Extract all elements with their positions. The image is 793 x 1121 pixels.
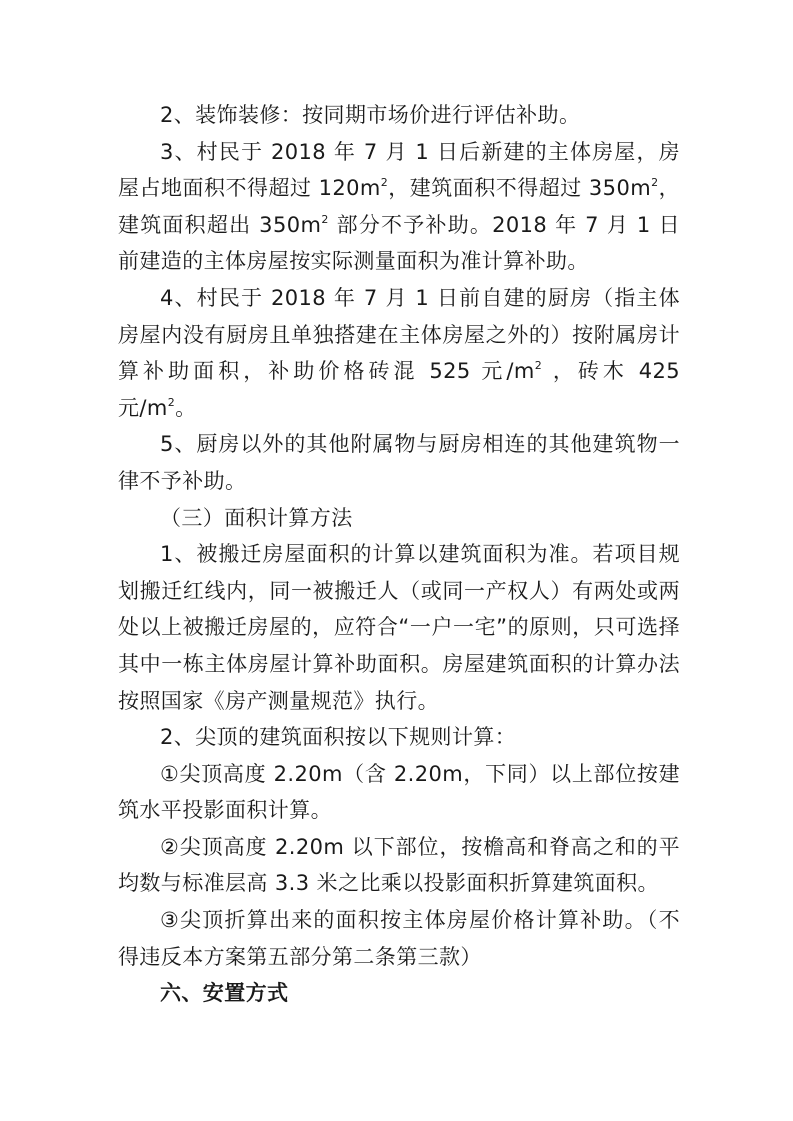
document-body: [118, 97, 680, 1012]
paragraph-kitchen-subsidy: 4、村民于 2018 年 7 月 1 日前自建的厨房（指主体房屋内没有厨房且单独搭建在主体房屋之外的）按附属房计算补助面积，补助价格砖混 525 元$/m^2$ ，砖木 425 元$/m^2$。: [118, 285, 680, 420]
paragraph-area-basis: 1、被搬迁房屋面积的计算以建筑面积为准。若项目规划搬迁红线内，同一被搬迁人（或同一产权人）有两处或两处以上被搬迁房屋的，应符合“一户一宅”的原则，只可选择其中一栋主体房屋计算补助面积。房屋建筑面积的计算办法按照国家《房产测量规范》执行。: [118, 542, 680, 713]
paragraph-decoration-subsidy: 2、装饰装修：按同期市场价进行评估补助。: [160, 103, 581, 127]
superscript: 2: [380, 176, 389, 190]
superscript: 2: [167, 395, 176, 409]
superscript: 2: [534, 359, 543, 373]
paragraph-rule-3: ③尖顶折算出来的面积按主体房屋价格计算补助。（不得违反本方案第五部分第二条第三款）: [118, 908, 680, 969]
paragraph-rule-2: ②尖顶高度 2.20m 以下部位，按檐高和脊高之和的平均数与标准层高 3.3 米之比乘以投影面积折算建筑面积。: [118, 834, 680, 896]
superscript: 2: [651, 176, 659, 190]
paragraph-main-house-area: 3、村民于 2018 年 7 月 1 日后新建的主体房屋，房屋占地面积不得超过 $120m^2$，建筑面积不得超过 $350m^2$，建筑面积超出 $350m^2$ 部分不予补助。2018 年 7 月 1 日前建造的主体房屋按实际测量面积为准计算补助。: [118, 139, 680, 274]
paragraph-rule-1: ①尖顶高度 2.20m（含 2.20m，下同）以上部位按建筑水平投影面积计算。: [118, 761, 680, 823]
section-heading-area-calculation: （三）面积计算方法: [160, 505, 353, 530]
paragraph-other-attachments: 5、厨房以外的其他附属物与厨房相连的其他建筑物一律不予补助。: [118, 432, 680, 493]
paragraph-pitched-roof-rules: 2、尖顶的建筑面积按以下规则计算：: [160, 725, 517, 750]
superscript: 2: [321, 212, 329, 226]
section-heading-resettlement: 六、安置方式: [160, 981, 289, 1006]
